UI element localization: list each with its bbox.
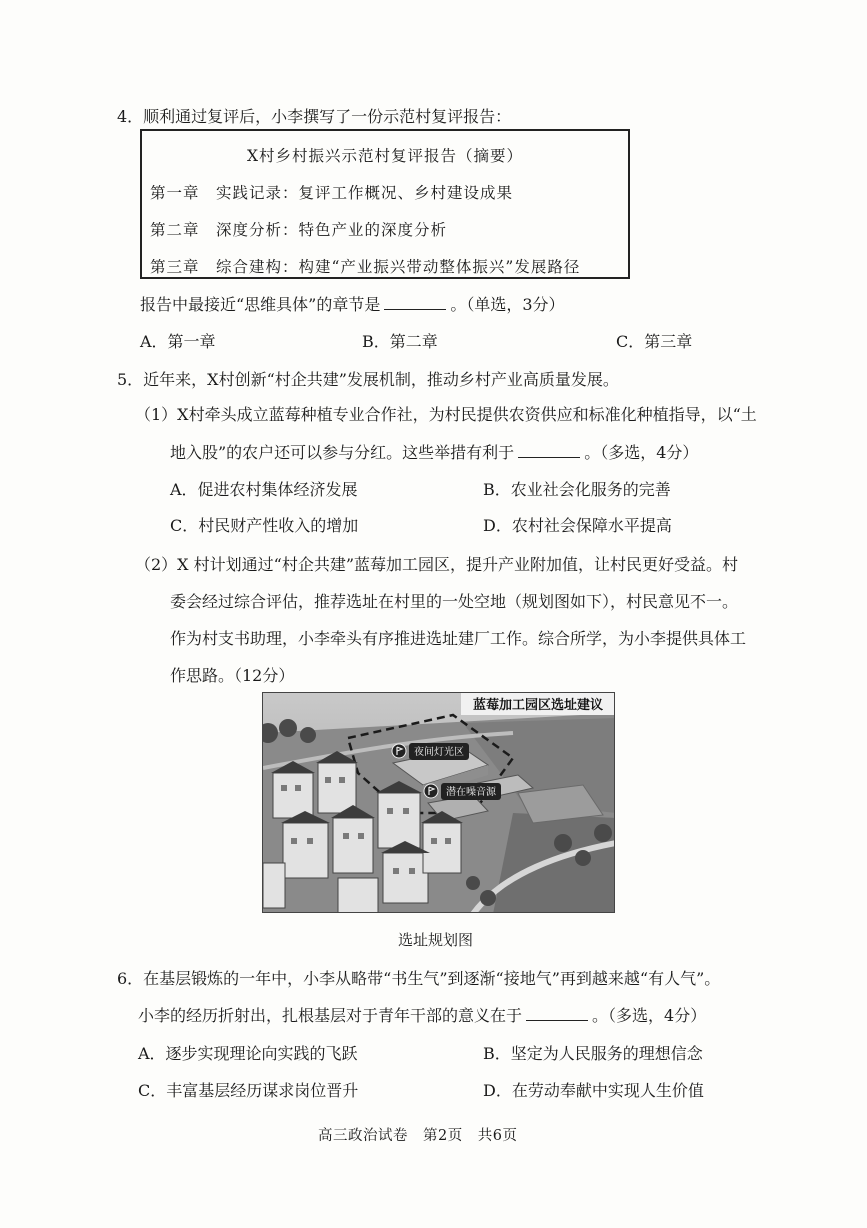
answer-blank[interactable] (518, 443, 580, 458)
q6-option-c[interactable]: C．丰富基层经历谋求岗位晋升 (138, 1081, 359, 1100)
q5-stem: 5．近年来，X村创新“村企共建”发展机制，推动乡村产业高质量发展。 (117, 370, 619, 389)
q5-sub2-line4: 作思路。（12分） (170, 666, 295, 685)
q5-sub2-line1: （2）X 村计划通过“村企共建”蓝莓加工园区，提升产业附加值，让村民更好受益。村 (135, 555, 739, 574)
q4-question-text: 报告中最接近“思维具体”的章节是 (140, 295, 381, 314)
tag-night-lighting: 夜间灯光区 (414, 747, 464, 758)
q6-option-d[interactable]: D．在劳动奉献中实现人生价值 (483, 1081, 704, 1100)
q5-sub2-line3: 作为村支书助理，小李牵头有序推进选址建厂工作。综合所学，为小李提供具体工 (170, 629, 747, 648)
q5-option-c[interactable]: C．村民财产性收入的增加 (170, 516, 359, 535)
report-title: X村乡村振兴示范村复评报告（摘要） (246, 147, 524, 165)
q6-option-b[interactable]: B．坚定为人民服务的理想信念 (483, 1044, 703, 1063)
q6-line1: 6．在基层锻炼的一年中，小李从略带“书生气”到逐渐“接地气”再到越来越“有人气”。 (117, 969, 721, 988)
q6-option-a[interactable]: A．逐步实现理论向实践的飞跃 (138, 1044, 358, 1063)
q5-option-b[interactable]: B．农业社会化服务的完善 (483, 480, 671, 499)
answer-blank[interactable] (526, 1006, 588, 1021)
chapter-3: 第三章 综合建构：构建“产业振兴带动整体振兴”发展路径 (150, 258, 581, 276)
q5-option-d[interactable]: D．农村社会保障水平提高 (483, 516, 672, 535)
page-footer: 高三政治试卷 第2页 共6页 (318, 1128, 518, 1144)
q5-option-a[interactable]: A．促进农村集体经济发展 (170, 480, 358, 499)
q4-stem: 4．顺利通过复评后，小李撰写了一份示范村复评报告： (117, 107, 512, 126)
chapter-1: 第一章 实践记录：复评工作概况、乡村建设成果 (150, 184, 514, 202)
q6-text: 小李的经历折射出，扎根基层对于青年干部的意义在于 (138, 1006, 523, 1025)
q5-sub1-text: 地入股”的农户还可以参与分红。这些举措有利于 (170, 443, 515, 462)
aerial-village-image (263, 693, 615, 913)
flag-icon (424, 784, 438, 798)
q5-sub1-line1: （1）X村牵头成立蓝莓种植专业合作社，为村民提供农资供应和标准化种植指导，以“土 (135, 405, 757, 424)
q5-sub2-line2: 委会经过综合评估，推荐选址在村里的一处空地（规划图如下），村民意见不一。 (170, 592, 739, 611)
answer-blank[interactable] (384, 295, 446, 310)
flag-icon (392, 744, 406, 758)
q4-question (140, 292, 565, 315)
q4-option-c[interactable]: C．第三章 (616, 332, 693, 351)
q5-sub1-line2 (170, 440, 698, 463)
q4-option-a[interactable]: A．第一章 (140, 332, 216, 351)
q5-sub1-suffix: 。（多选，4分） (584, 443, 699, 462)
q6-line2 (138, 1003, 706, 1026)
figure-banner: 蓝莓加工园区选址建议 (473, 698, 604, 713)
q6-suffix: 。（多选，4分） (592, 1006, 707, 1025)
chapter-2: 第二章 深度分析：特色产业的深度分析 (150, 221, 448, 239)
q4-question-suffix: 。（单选，3分） (450, 295, 565, 314)
figure-caption: 选址规划图 (398, 931, 474, 949)
report-summary-box (140, 129, 630, 279)
tag-noise-source: 潜在噪音源 (446, 787, 496, 798)
q4-option-b[interactable]: B．第二章 (362, 332, 438, 351)
site-plan-photo (262, 692, 615, 913)
